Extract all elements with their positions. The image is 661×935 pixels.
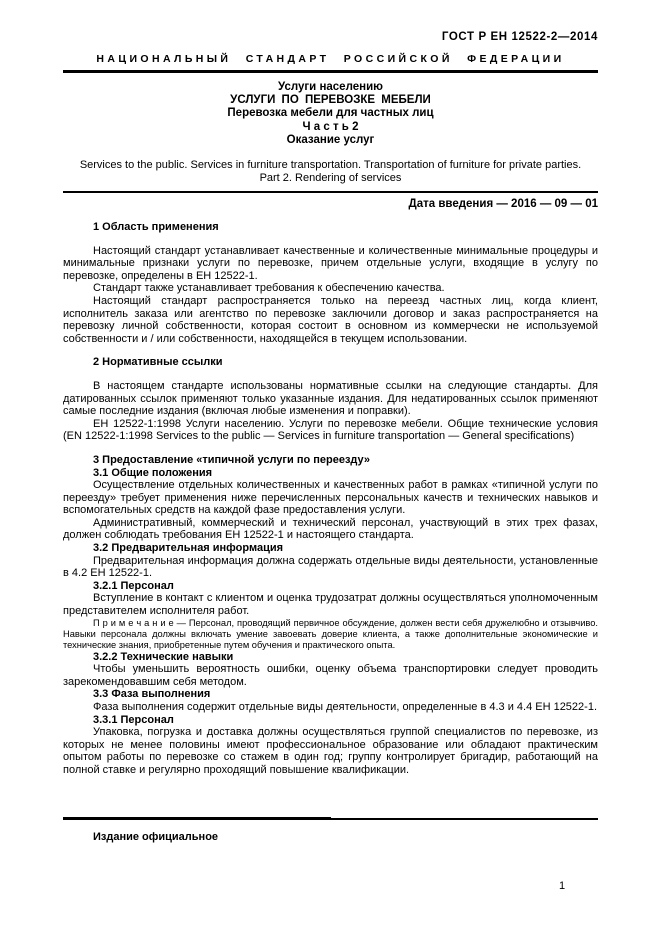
paragraph: В настоящем стандарте использованы нормативные ссылки на следующие стандарты. Для датированных ссылок применяют только указанные издания. Для недатированных ссылок применяют самые последние издания (включая любые изменения и поправки).: [63, 379, 598, 418]
subsection-heading: 3.1 Общие положения: [93, 466, 213, 479]
paragraph: Вступление в контакт с клиентом и оценка трудозатрат должны осуществляться уполномоченным представителем исполнителя работ.: [63, 592, 598, 618]
title-english-line1: Services to the public. Services in furniture transportation. Transportation of furniture for private parties.: [79, 159, 582, 172]
standard-code: ГОСТ Р ЕН 12522-2—2014: [441, 31, 598, 43]
paragraph: Чтобы уменьшить вероятность ошибки, оценку объема транспортировки следует проводить зарекомендовавшим себя методом.: [63, 663, 598, 688]
title-english-line2: Part 2. Rendering of services: [259, 172, 402, 185]
paragraph: Упаковка, погрузка и доставка должны осуществляться группой специалистов по перевозке, из которых не менее половины имеют профессиональное образование или обладают практическим опытом работы по перевозке со стажем в один год; группу контролирует бригадир, работающий на полной ставке и регулярно проходящий повышение квалификации.: [63, 726, 598, 776]
title-english: [63, 159, 598, 185]
paragraph: Осуществление отдельных количественных и качественных работ в рамках «типичной услуги по переезду» требует применения ниже перечисленных персональных качеств и технических навыков и вспомогательных средств на каждой фазе предоставления услуги.: [63, 479, 598, 517]
paragraph: Стандарт также устанавливает требования к обеспечению качества.: [93, 282, 445, 295]
official-edition-note: Издание официальное: [93, 831, 219, 843]
section-heading: 2 Нормативные ссылки: [93, 356, 223, 369]
paragraph: Предварительная информация должна содержать отдельные виды деятельности, установленные в 4.2 ЕН 12522-1.: [63, 554, 598, 580]
header-rule: [63, 70, 598, 73]
title-part: Ч а с т ь 2: [302, 120, 359, 133]
section-heading: 1 Область применения: [93, 221, 219, 234]
paragraph: ЕН 12522-1:1998 Услуги населению. Услуги по перевозке мебели. Общие технические условия (EN 12522-1:1998 Services to the public — Services in furniture transportation — General specifications): [63, 417, 598, 443]
note-paragraph: П р и м е ч а н и е — Персонал, проводящий первичное обсуждение, должен вести себя дружелюбно и отзывчиво. Навыки персонала должны включать умение завоевать доверие клиента, а также дополнительные экономические и технические знания, приобретенные путем обучения и практического опыта.: [63, 617, 598, 650]
paragraph: Фаза выполнения содержит отдельные виды деятельности, определенные в 4.3 и 4.4 ЕН 12522-1.: [93, 701, 598, 714]
title-subtitle: Перевозка мебели для частных лиц: [227, 107, 434, 120]
document-body: [63, 221, 598, 777]
paragraph: Настоящий стандарт распространяется только на переезд частных лиц, когда клиент, исполнитель заказа или агентство по перевозке заключили договор и заказ распространяется на перевозку личной собственности, которая состоит в основном из коммерчески не используемой собственности и / или собственности, находящейся в текущем использовании.: [63, 294, 598, 345]
title-main: УСЛУГИ ПО ПЕРЕВОЗКЕ МЕБЕЛИ: [230, 94, 431, 107]
standard-type-heading: НАЦИОНАЛЬНЫЙ СТАНДАРТ РОССИЙСКОЙ ФЕДЕРАЦИИ: [96, 53, 565, 65]
subsection-heading: 3.3.1 Персонал: [93, 713, 174, 726]
title-part-name: Оказание услуг: [286, 133, 375, 146]
paragraph: Административный, коммерческий и технический персонал, участвующий в этих трех фазах, должен соблюдать требования ЕН 12522-1 и настоящего стандарта.: [63, 516, 598, 542]
footer-rule: [63, 818, 598, 820]
page-number: 1: [559, 880, 566, 892]
title-block: [63, 81, 598, 147]
page-content: [63, 0, 598, 777]
title-group: Услуги населению: [278, 81, 383, 93]
subsection-heading: 3.2.2 Технические навыки: [93, 650, 234, 663]
paragraph: Настоящий стандарт устанавливает качественные и количественные минимальные процедуры и минимальные признаки услуги по перевозке, причем отдельные услуги, входящие в услугу по перевозке, определены в ЕН 12522-1.: [63, 244, 598, 282]
effective-date: Дата введения — 2016 — 09 — 01: [408, 198, 598, 211]
subsection-heading: 3.2 Предварительная информация: [93, 542, 284, 555]
subsection-heading: 3.3 Фаза выполнения: [93, 688, 211, 701]
footer-rule-left-half: [63, 817, 331, 820]
title-rule: [63, 191, 598, 193]
subsection-heading: 3.2.1 Персонал: [93, 579, 174, 592]
section-heading: 3 Предоставление «типичной услуги по переезду»: [93, 453, 371, 466]
